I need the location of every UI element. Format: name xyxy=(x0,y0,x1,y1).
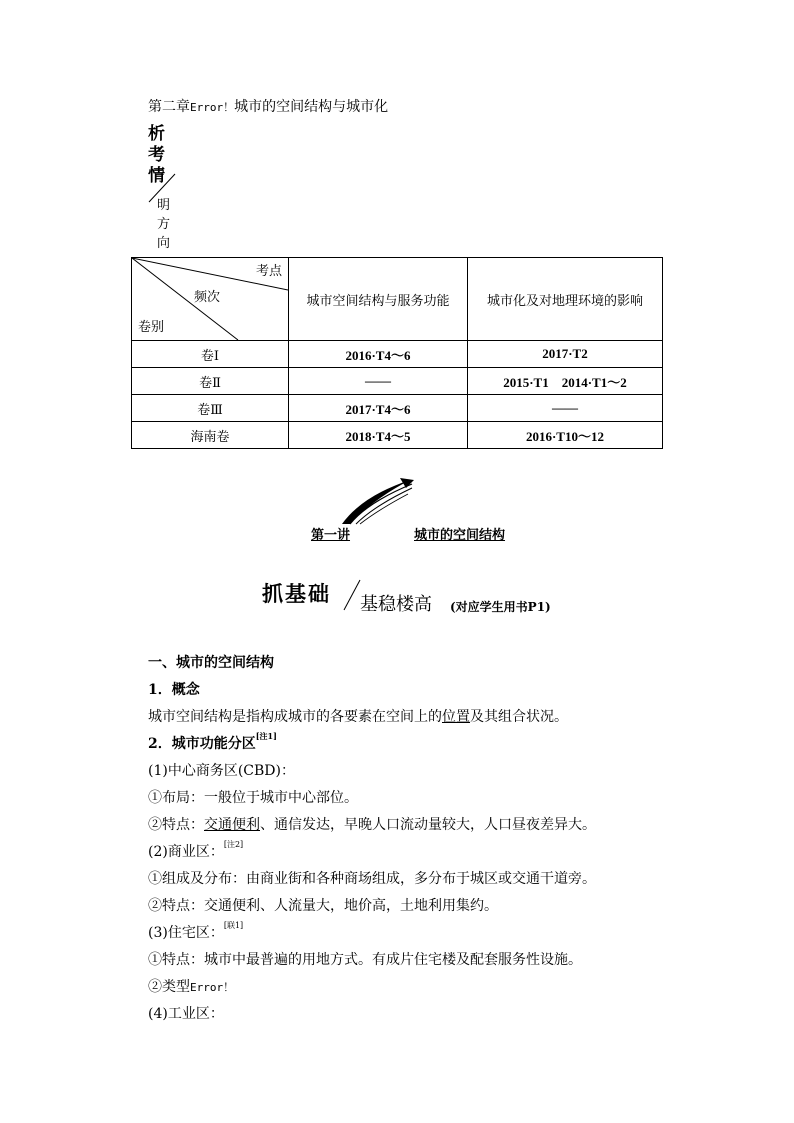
diag-label-topic: 考点 xyxy=(255,264,282,279)
sidebar-thin-char: 方 xyxy=(157,217,171,232)
list-item xyxy=(148,814,596,834)
sidebar-bold-char: 情 xyxy=(148,166,165,186)
section-heading: 一、城市的空间结构 xyxy=(148,655,274,671)
exam-frequency-table xyxy=(131,257,663,449)
note-marker: [联1] xyxy=(223,921,244,930)
banner-page-ref: (对应学生用书P1) xyxy=(450,600,551,614)
table-row xyxy=(132,395,663,422)
sidebar-thin-char: 向 xyxy=(157,236,171,251)
table-row xyxy=(132,341,663,368)
chapter-title xyxy=(148,96,388,116)
text-span: (3)住宅区： xyxy=(148,925,224,941)
list-heading xyxy=(148,922,243,942)
swoosh-arrow-icon xyxy=(338,478,418,528)
table-header-row xyxy=(132,258,663,341)
text-span: ②类型 xyxy=(148,979,190,995)
table-cell: —— xyxy=(467,395,662,422)
error-text: Error！ xyxy=(190,101,235,114)
list-item: ①布局：一般位于城市中心部位。 xyxy=(148,790,358,806)
text-span: (2)商业区： xyxy=(148,844,224,860)
paragraph xyxy=(148,706,568,726)
text-span: 城市空间结构是指构成城市的各要素在空间上的 xyxy=(148,709,442,725)
sidebar-thin-label xyxy=(157,196,173,253)
sidebar-bold-char: 考 xyxy=(148,145,165,165)
note-marker: [注2] xyxy=(223,840,244,849)
lesson-title: 城市的空间结构 xyxy=(414,528,506,543)
text-span: ②特点： xyxy=(148,817,204,833)
banner-slash-divider xyxy=(340,578,362,612)
table-cell: 2017·T2 xyxy=(467,341,662,368)
table-cell: 2015·T1 2014·T1～2 xyxy=(467,368,662,395)
chapter-label: 第二章 xyxy=(148,99,190,115)
list-item: ②特点：交通便利、人流量大，地价高，土地利用集约。 xyxy=(148,898,498,914)
banner-heading: 抓基础 xyxy=(262,582,331,606)
text-span: 及其组合状况。 xyxy=(470,709,568,725)
row-label: 卷Ⅲ xyxy=(132,395,289,422)
table-cell: 2016·T10～12 xyxy=(467,422,662,449)
subsection-heading: 1．概念 xyxy=(148,682,200,698)
table-cell: —— xyxy=(289,368,468,395)
underlined-term: 交通便利 xyxy=(204,817,260,833)
table-cell: 2016·T4～6 xyxy=(289,341,468,368)
chapter-title-text: 城市的空间结构与城市化 xyxy=(234,99,389,115)
table-row xyxy=(132,368,663,395)
list-item xyxy=(148,976,234,996)
column-header: 城市化及对地理环境的影响 xyxy=(467,258,662,341)
table-cell: 2018·T4～5 xyxy=(289,422,468,449)
diagonal-header-cell xyxy=(132,258,289,341)
list-heading: (4)工业区： xyxy=(148,1006,224,1022)
subsection-heading xyxy=(148,733,277,753)
list-item: ①组成及分布：由商业街和各种商场组成，多分布于城区或交通干道旁。 xyxy=(148,871,596,887)
row-label: 海南卷 xyxy=(132,422,289,449)
row-label: 卷Ⅰ xyxy=(132,341,289,368)
text-span: 2．城市功能分区 xyxy=(148,736,256,752)
list-item: ①特点：城市中最普遍的用地方式。有成片住宅楼及配套服务性设施。 xyxy=(148,952,582,968)
diag-label-paper: 卷别 xyxy=(138,320,165,335)
list-heading xyxy=(148,841,243,861)
sidebar-bold-char: 析 xyxy=(148,124,165,144)
lesson-number: 第一讲 xyxy=(311,528,351,543)
text-span: 、通信发达，早晚人口流动量较大，人口昼夜差异大。 xyxy=(260,817,596,833)
error-text: Error！ xyxy=(190,981,235,994)
sidebar-thin-char: 明 xyxy=(157,198,171,213)
column-header: 城市空间结构与服务功能 xyxy=(289,258,468,341)
table-row xyxy=(132,422,663,449)
banner-subheading: 基稳楼高 xyxy=(360,594,432,615)
list-heading: (1)中心商务区(CBD)： xyxy=(148,763,295,779)
table-cell: 2017·T4～6 xyxy=(289,395,468,422)
row-label: 卷Ⅱ xyxy=(132,368,289,395)
diag-label-frequency: 频次 xyxy=(194,290,221,305)
note-marker: [注1] xyxy=(255,731,277,741)
underlined-term: 位置 xyxy=(442,709,470,725)
